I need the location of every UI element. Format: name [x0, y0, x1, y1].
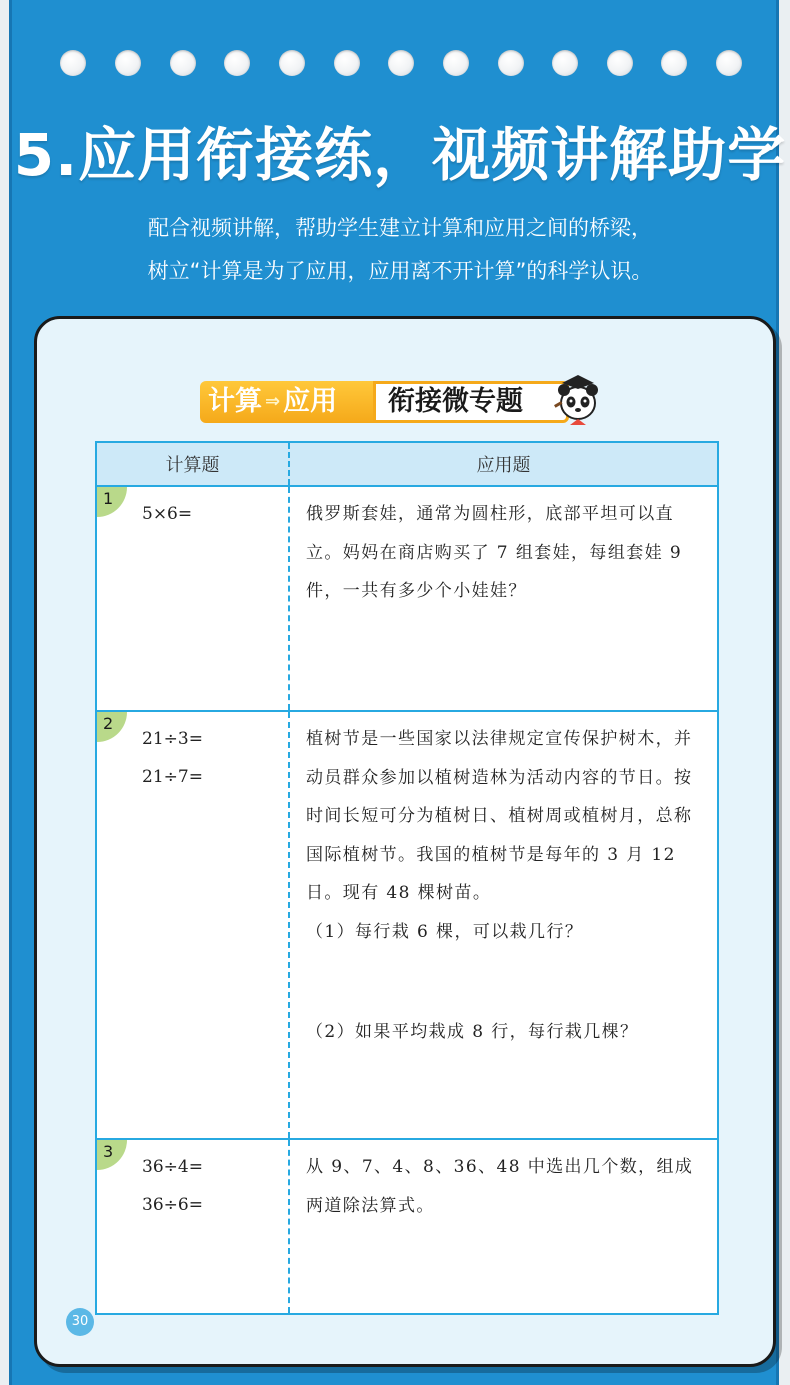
app-problem-intro: 植树节是一些国家以法律规定宣传保护树木，并动员群众参加以植树造林为活动内容的节日。按时间长短可分为植树日、植树周或植树月，总称国际植树节。我国的植树节是每年的 3 月 12 日。现有 48 棵树苗。 — [306, 729, 693, 903]
binder-hole-icon — [443, 50, 469, 76]
question-number-badge: 3 — [97, 1140, 127, 1170]
binder-hole-icon — [224, 50, 250, 76]
binder-hole-icon — [334, 50, 360, 76]
binder-hole-icon — [60, 50, 86, 76]
binder-holes — [60, 50, 760, 78]
calc-cell — [96, 711, 289, 1139]
arrow-right-icon: ⇒ — [265, 391, 281, 412]
binder-hole-icon — [607, 50, 633, 76]
column-header-app: 应用题 — [289, 442, 718, 486]
sub-question: （2）如果平均栽成 8 行，每行栽几棵？ — [306, 1022, 639, 1042]
calc-expression-list — [142, 712, 288, 796]
page-number-badge: 30 — [66, 1308, 94, 1336]
binder-hole-icon — [279, 50, 305, 76]
table-row — [96, 486, 718, 711]
app-problem-text: 从 9、7、4、8、36、48 中选出几个数，组成两道除法算式。 — [306, 1157, 694, 1216]
banner-calc-to-app — [200, 381, 376, 423]
binder-hole-icon — [716, 50, 742, 76]
calc-expression-list — [142, 487, 288, 533]
subtitle-line-2: 树立“计算是为了应用，应用离不开计算”的科学认识。 — [147, 259, 653, 283]
exercise-table — [95, 441, 719, 1315]
question-number-badge: 1 — [97, 487, 127, 517]
binder-hole-icon — [388, 50, 414, 76]
page-background — [9, 0, 787, 1385]
answer-space — [306, 951, 703, 1013]
subtitle-line-1: 配合视频讲解，帮助学生建立计算和应用之间的桥梁， — [148, 216, 652, 240]
binder-hole-icon — [661, 50, 687, 76]
app-cell — [289, 486, 718, 711]
calc-expression: 21÷7= — [142, 767, 203, 787]
table-row — [96, 711, 718, 1139]
banner-app-label: 应用 — [283, 386, 338, 417]
banner-topic-label: 衔接微专题 — [373, 381, 569, 423]
book-page-card — [34, 316, 776, 1367]
app-problem-text — [306, 712, 703, 1052]
table-row — [96, 1139, 718, 1314]
calc-cell — [96, 486, 289, 711]
calc-expression: 36÷6= — [142, 1195, 203, 1215]
calc-cell — [96, 1139, 289, 1314]
sub-question: （1）每行栽 6 棵，可以栽几行？ — [306, 921, 584, 942]
binder-hole-icon — [498, 50, 524, 76]
binder-hole-icon — [115, 50, 141, 76]
page-title: 5.应用衔接练，视频讲解助学 — [13, 121, 787, 189]
app-cell — [289, 1139, 718, 1314]
question-number-badge: 2 — [97, 712, 127, 742]
binder-hole-icon — [170, 50, 196, 76]
banner-calc-label: 计算 — [208, 386, 262, 417]
calc-expression: 21÷3= — [142, 729, 203, 749]
panda-icon — [552, 373, 604, 427]
column-header-calc: 计算题 — [96, 442, 289, 486]
calc-expression: 5×6= — [142, 504, 193, 524]
app-cell — [289, 711, 718, 1139]
binder-hole-icon — [552, 50, 578, 76]
calc-expression-list — [142, 1140, 288, 1224]
app-problem-text: 俄罗斯套娃，通常为圆柱形，底部平坦可以直立。妈妈在商店购买了 7 组套娃，每组套娃 9 件，一共有多少个小娃娃？ — [306, 504, 683, 601]
calc-expression: 36÷4= — [142, 1157, 203, 1177]
